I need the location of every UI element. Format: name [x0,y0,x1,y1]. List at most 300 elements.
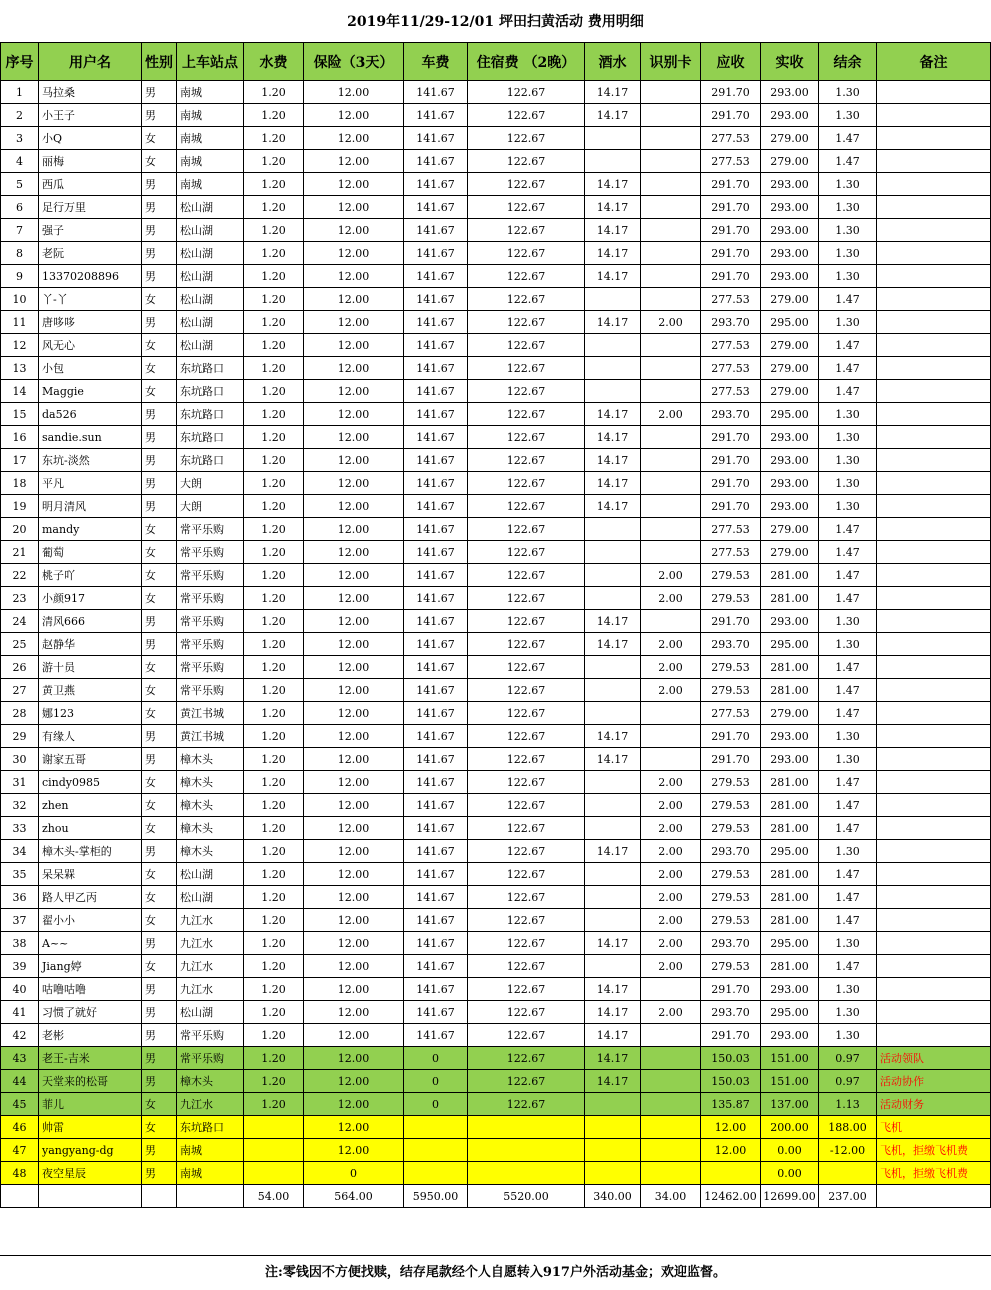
cell-col-balance: 1.47 [819,702,877,725]
cell-col-paid: 293.00 [761,242,819,265]
total-col-balance: 237.00 [819,1185,877,1208]
table-row [1,817,991,840]
total-col-due: 12462.00 [701,1185,761,1208]
cell-col-due: 279.53 [701,909,761,932]
cell-col-gender: 女 [142,679,177,702]
cell-col-index: 12 [1,334,39,357]
header-col-idcard: 识别卡 [641,43,701,81]
cell-col-due: 279.53 [701,564,761,587]
cell-col-gender: 男 [142,196,177,219]
table-row [1,748,991,771]
cell-col-lodging: 122.67 [468,955,585,978]
cell-col-water: 1.20 [244,794,304,817]
cell-col-gender: 男 [142,173,177,196]
cell-col-water: 1.20 [244,288,304,311]
cell-col-drinks: 14.17 [585,472,641,495]
cell-col-water: 1.20 [244,127,304,150]
table-row [1,518,991,541]
cell-col-drinks [585,1162,641,1185]
cell-col-due: 291.70 [701,978,761,1001]
cell-col-lodging: 122.67 [468,794,585,817]
cell-col-station: 松山湖 [177,334,244,357]
cell-col-station: 南城 [177,173,244,196]
cell-col-lodging: 122.67 [468,840,585,863]
cell-col-fare: 141.67 [404,449,468,472]
cell-col-fare: 141.67 [404,1001,468,1024]
cell-col-gender: 女 [142,357,177,380]
cell-col-lodging: 122.67 [468,173,585,196]
cell-col-lodging: 122.67 [468,1093,585,1116]
cell-col-balance: 1.47 [819,863,877,886]
cell-col-gender: 男 [142,932,177,955]
cell-col-lodging: 122.67 [468,909,585,932]
table-row [1,679,991,702]
cell-col-remark [877,104,991,127]
cell-col-drinks: 14.17 [585,242,641,265]
cell-col-due: 291.70 [701,173,761,196]
cell-col-insurance: 12.00 [304,196,404,219]
cell-col-insurance: 0 [304,1162,404,1185]
header-col-gender: 性别 [142,43,177,81]
header-col-balance: 结余 [819,43,877,81]
cell-col-water: 1.20 [244,311,304,334]
cell-col-username: 娜123 [39,702,142,725]
cell-col-fare: 141.67 [404,702,468,725]
header-col-fare: 车费 [404,43,468,81]
cell-col-due: 279.53 [701,955,761,978]
cell-col-paid: 0.00 [761,1162,819,1185]
cell-col-balance [819,1162,877,1185]
cell-col-fare: 141.67 [404,817,468,840]
cell-col-index: 35 [1,863,39,886]
cell-col-station: 常平乐购 [177,1024,244,1047]
cell-col-station: 大朗 [177,472,244,495]
cell-col-gender: 女 [142,863,177,886]
table-row [1,1024,991,1047]
cell-col-remark [877,702,991,725]
cell-col-station: 松山湖 [177,265,244,288]
cell-col-paid: 293.00 [761,173,819,196]
table-header [1,43,991,81]
cell-col-index: 42 [1,1024,39,1047]
cell-col-drinks [585,656,641,679]
cell-col-drinks [585,518,641,541]
cell-col-due: 293.70 [701,840,761,863]
cell-col-gender: 女 [142,794,177,817]
totals-row [1,1185,991,1208]
cell-col-due: 291.70 [701,610,761,633]
cell-col-remark [877,288,991,311]
cell-col-water: 1.20 [244,380,304,403]
cell-col-username: yangyang-dg [39,1139,142,1162]
cell-col-water: 1.20 [244,725,304,748]
cell-col-lodging: 122.67 [468,702,585,725]
cell-col-water: 1.20 [244,840,304,863]
cell-col-index: 40 [1,978,39,1001]
cell-col-gender: 女 [142,518,177,541]
cell-col-water: 1.20 [244,679,304,702]
cell-col-station: 南城 [177,104,244,127]
table-row [1,196,991,219]
cell-col-insurance: 12.00 [304,150,404,173]
table-row [1,1001,991,1024]
cell-col-idcard [641,541,701,564]
table-row [1,610,991,633]
cell-col-station: 松山湖 [177,242,244,265]
cell-col-lodging: 122.67 [468,1001,585,1024]
cell-col-idcard [641,219,701,242]
cell-col-fare: 141.67 [404,610,468,633]
cell-col-station: 黄江书城 [177,702,244,725]
cell-col-remark [877,150,991,173]
cell-col-lodging: 122.67 [468,633,585,656]
cell-col-idcard [641,449,701,472]
table-row [1,265,991,288]
cell-col-insurance: 12.00 [304,173,404,196]
cell-col-fare: 141.67 [404,794,468,817]
table-row [1,794,991,817]
cell-col-station: 樟木头 [177,748,244,771]
cell-col-insurance: 12.00 [304,242,404,265]
cell-col-lodging: 122.67 [468,219,585,242]
cell-col-due: 279.53 [701,587,761,610]
table-row [1,242,991,265]
cell-col-gender: 男 [142,81,177,104]
cell-col-water: 1.20 [244,449,304,472]
cell-col-drinks [585,863,641,886]
cell-col-index: 28 [1,702,39,725]
cell-col-water: 1.20 [244,633,304,656]
cell-col-water [244,1162,304,1185]
header-col-lodging: 住宿费 （2晚） [468,43,585,81]
cell-col-index: 14 [1,380,39,403]
header-col-due: 应收 [701,43,761,81]
cell-col-gender: 女 [142,656,177,679]
cell-col-lodging: 122.67 [468,725,585,748]
cell-col-fare: 141.67 [404,932,468,955]
cell-col-drinks: 14.17 [585,748,641,771]
table-row [1,863,991,886]
cell-col-remark [877,656,991,679]
cell-col-index: 7 [1,219,39,242]
cell-col-insurance: 12.00 [304,1093,404,1116]
table-row [1,403,991,426]
table-row [1,1093,991,1116]
cell-col-username: A~~ [39,932,142,955]
cell-col-balance: 1.30 [819,403,877,426]
cell-col-station: 东坑路口 [177,403,244,426]
cell-col-drinks: 14.17 [585,403,641,426]
cell-col-remark [877,311,991,334]
cell-col-remark [877,932,991,955]
cell-col-remark [877,219,991,242]
cell-col-remark [877,495,991,518]
cell-col-username: 夜空星辰 [39,1162,142,1185]
cell-col-station: 樟木头 [177,1070,244,1093]
cell-col-lodging: 122.67 [468,656,585,679]
cell-col-gender: 男 [142,242,177,265]
cell-col-username: 13370208896 [39,265,142,288]
cell-col-gender: 男 [142,495,177,518]
cell-col-gender: 女 [142,541,177,564]
cell-col-due: 293.70 [701,403,761,426]
cell-col-lodging: 122.67 [468,196,585,219]
cell-col-lodging: 122.67 [468,150,585,173]
cell-col-fare: 0 [404,1093,468,1116]
cell-col-username: 天堂来的松哥 [39,1070,142,1093]
cell-col-remark [877,173,991,196]
cell-col-drinks: 14.17 [585,81,641,104]
cell-col-username: 东坑-淡然 [39,449,142,472]
cell-col-gender: 男 [142,633,177,656]
cell-col-remark [877,564,991,587]
cell-col-lodging: 122.67 [468,426,585,449]
cell-col-balance: 1.47 [819,656,877,679]
cell-col-index: 1 [1,81,39,104]
cell-col-water: 1.20 [244,748,304,771]
table-row [1,81,991,104]
cell-col-station: 松山湖 [177,196,244,219]
cell-col-fare [404,1162,468,1185]
cell-col-insurance: 12.00 [304,771,404,794]
total-col-station [177,1185,244,1208]
cell-col-station: 东坑路口 [177,426,244,449]
table-row [1,771,991,794]
cell-col-idcard: 2.00 [641,403,701,426]
cell-col-balance: -12.00 [819,1139,877,1162]
cell-col-index: 44 [1,1070,39,1093]
cell-col-lodging: 122.67 [468,863,585,886]
cell-col-paid: 293.00 [761,196,819,219]
cell-col-index: 22 [1,564,39,587]
cell-col-water: 1.20 [244,196,304,219]
cell-col-drinks [585,127,641,150]
cell-col-idcard [641,150,701,173]
cell-col-username: Jiang婷 [39,955,142,978]
cell-col-lodging: 122.67 [468,679,585,702]
cell-col-remark [877,242,991,265]
cell-col-idcard [641,1093,701,1116]
cell-col-gender: 男 [142,426,177,449]
cell-col-insurance: 12.00 [304,518,404,541]
cell-col-index: 36 [1,886,39,909]
cell-col-balance: 1.30 [819,81,877,104]
cell-col-idcard [641,104,701,127]
cell-col-insurance: 12.00 [304,265,404,288]
cell-col-remark [877,265,991,288]
cell-col-insurance: 12.00 [304,219,404,242]
cell-col-index: 20 [1,518,39,541]
cell-col-fare: 141.67 [404,771,468,794]
cell-col-paid: 281.00 [761,863,819,886]
cell-col-fare: 141.67 [404,518,468,541]
cell-col-remark [877,357,991,380]
table-row [1,955,991,978]
cell-col-insurance: 12.00 [304,1024,404,1047]
cell-col-index: 6 [1,196,39,219]
cell-col-gender: 女 [142,817,177,840]
cell-col-due: 291.70 [701,1024,761,1047]
cell-col-due: 291.70 [701,426,761,449]
table-row [1,840,991,863]
cell-col-remark [877,472,991,495]
cell-col-fare: 141.67 [404,955,468,978]
cell-col-fare: 141.67 [404,334,468,357]
cell-col-station: 松山湖 [177,288,244,311]
cell-col-paid: 279.00 [761,702,819,725]
expense-table [0,42,991,1208]
cell-col-insurance: 12.00 [304,1070,404,1093]
cell-col-username: zhou [39,817,142,840]
cell-col-fare: 141.67 [404,748,468,771]
cell-col-lodging: 122.67 [468,127,585,150]
cell-col-remark [877,725,991,748]
cell-col-due: 277.53 [701,357,761,380]
table-row [1,564,991,587]
table-row [1,380,991,403]
cell-col-drinks [585,150,641,173]
cell-col-gender: 男 [142,840,177,863]
cell-col-username: 老王-吉米 [39,1047,142,1070]
cell-col-index: 27 [1,679,39,702]
cell-col-idcard: 2.00 [641,311,701,334]
cell-col-username: 清风666 [39,610,142,633]
cell-col-remark [877,610,991,633]
cell-col-drinks [585,909,641,932]
cell-col-drinks: 14.17 [585,173,641,196]
cell-col-gender: 男 [142,311,177,334]
cell-col-idcard: 2.00 [641,633,701,656]
cell-col-water: 1.20 [244,403,304,426]
cell-col-idcard: 2.00 [641,679,701,702]
cell-col-fare: 141.67 [404,863,468,886]
cell-col-insurance: 12.00 [304,886,404,909]
cell-col-paid: 293.00 [761,219,819,242]
cell-col-lodging: 122.67 [468,334,585,357]
cell-col-gender: 女 [142,334,177,357]
cell-col-gender: 女 [142,909,177,932]
cell-col-drinks: 14.17 [585,426,641,449]
cell-col-username: 习惯了就好 [39,1001,142,1024]
cell-col-station: 樟木头 [177,840,244,863]
cell-col-gender: 女 [142,150,177,173]
cell-col-insurance: 12.00 [304,955,404,978]
cell-col-water [244,1116,304,1139]
cell-col-fare: 141.67 [404,541,468,564]
cell-col-username: 赵静华 [39,633,142,656]
cell-col-remark [877,1024,991,1047]
cell-col-idcard: 2.00 [641,863,701,886]
cell-col-remark [877,196,991,219]
cell-col-index: 10 [1,288,39,311]
cell-col-water: 1.20 [244,1001,304,1024]
cell-col-lodging: 122.67 [468,564,585,587]
cell-col-paid: 281.00 [761,564,819,587]
cell-col-station: 东坑路口 [177,380,244,403]
cell-col-index: 33 [1,817,39,840]
cell-col-remark [877,794,991,817]
cell-col-remark [877,426,991,449]
cell-col-remark [877,403,991,426]
cell-col-index: 46 [1,1116,39,1139]
cell-col-remark [877,127,991,150]
cell-col-username: 路人甲乙丙 [39,886,142,909]
cell-col-balance: 1.47 [819,288,877,311]
cell-col-username: 唐哆哆 [39,311,142,334]
cell-col-paid: 151.00 [761,1047,819,1070]
cell-col-water: 1.20 [244,81,304,104]
cell-col-station: 九江水 [177,909,244,932]
cell-col-balance: 1.47 [819,541,877,564]
cell-col-balance: 1.30 [819,1001,877,1024]
cell-col-lodging: 122.67 [468,380,585,403]
cell-col-lodging: 122.67 [468,472,585,495]
cell-col-balance: 1.47 [819,334,877,357]
cell-col-fare: 141.67 [404,81,468,104]
cell-col-station: 常平乐购 [177,679,244,702]
table-row [1,1070,991,1093]
table-row [1,886,991,909]
cell-col-remark [877,334,991,357]
cell-col-idcard: 2.00 [641,564,701,587]
cell-col-username: 小Q [39,127,142,150]
cell-col-drinks [585,679,641,702]
cell-col-fare: 141.67 [404,472,468,495]
cell-col-fare: 141.67 [404,1024,468,1047]
cell-col-paid: 279.00 [761,334,819,357]
cell-col-remark [877,955,991,978]
cell-col-station: 九江水 [177,978,244,1001]
cell-col-remark [877,840,991,863]
cell-col-due: 150.03 [701,1047,761,1070]
cell-col-balance: 1.47 [819,150,877,173]
cell-col-drinks [585,955,641,978]
cell-col-balance: 1.47 [819,518,877,541]
cell-col-lodging: 122.67 [468,265,585,288]
cell-col-gender: 女 [142,1116,177,1139]
cell-col-remark [877,909,991,932]
cell-col-index: 30 [1,748,39,771]
cell-col-drinks [585,886,641,909]
cell-col-lodging: 122.67 [468,357,585,380]
cell-col-station: 南城 [177,1139,244,1162]
cell-col-water: 1.20 [244,863,304,886]
cell-col-station: 九江水 [177,932,244,955]
cell-col-balance: 1.47 [819,817,877,840]
cell-col-water: 1.20 [244,587,304,610]
cell-col-fare: 0 [404,1047,468,1070]
sheet-title: 2019年11/29-12/01 坪田扫黄活动 费用明细 [347,14,644,30]
cell-col-gender: 男 [142,472,177,495]
total-col-username [39,1185,142,1208]
cell-col-username: 强子 [39,219,142,242]
cell-col-fare [404,1116,468,1139]
cell-col-water: 1.20 [244,1070,304,1093]
cell-col-lodging: 122.67 [468,817,585,840]
cell-col-balance: 1.30 [819,426,877,449]
cell-col-gender: 男 [142,1139,177,1162]
table-row [1,909,991,932]
cell-col-gender: 男 [142,610,177,633]
cell-col-drinks [585,357,641,380]
cell-col-balance: 1.30 [819,219,877,242]
cell-col-username: 西瓜 [39,173,142,196]
cell-col-insurance: 12.00 [304,449,404,472]
cell-col-due: 293.70 [701,1001,761,1024]
cell-col-drinks [585,794,641,817]
cell-col-index: 3 [1,127,39,150]
total-col-gender [142,1185,177,1208]
